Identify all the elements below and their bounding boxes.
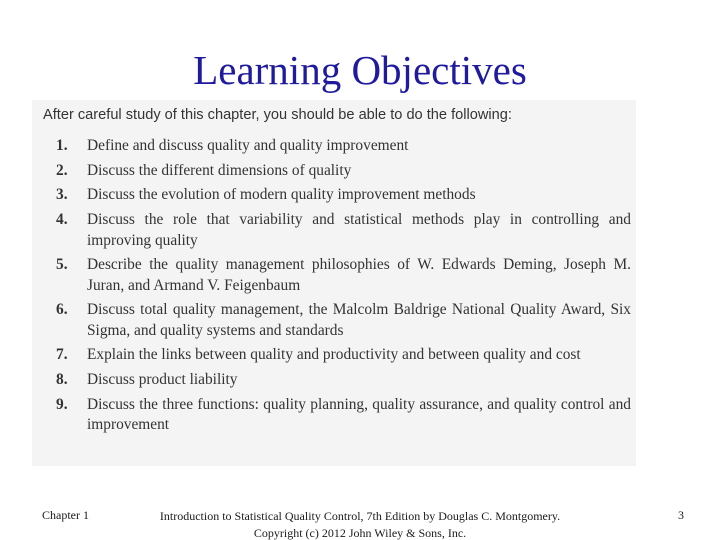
objective-text: Describe the quality management philosophies of W. Edwards Deming, Joseph M. Juran, and Armand V. Feigenbaum	[87, 256, 631, 294]
objective-number: 2.	[56, 161, 68, 179]
objective-text: Discuss the different dimensions of quality	[87, 161, 352, 179]
objective-item	[56, 345, 631, 365]
objective-number: 3.	[56, 186, 68, 204]
objective-item	[56, 300, 631, 341]
objective-number: 8.	[56, 371, 68, 389]
objective-number: 1.	[56, 137, 68, 154]
objective-number: 4.	[56, 211, 68, 229]
objective-number: 6.	[56, 301, 68, 319]
objective-number: 5.	[56, 256, 68, 274]
objective-item	[56, 370, 631, 390]
objective-number: 9.	[56, 395, 68, 413]
footer-chapter: Chapter 1	[42, 508, 89, 522]
objective-text: Discuss the three functions: quality planning, quality assurance, and quality control and improvement	[87, 395, 631, 434]
objective-text: Discuss the role that variability and statistical methods play in controlling and improving quality	[87, 211, 631, 249]
objective-item	[56, 395, 631, 436]
slide-title: Learning Objectives	[193, 47, 527, 93]
footer-copyright-line: Copyright (c) 2012 John Wiley & Sons, Inc.	[253, 526, 467, 540]
objective-item	[56, 185, 631, 205]
footer-book-line: Introduction to Statistical Quality Control, 7th Edition by Douglas C. Montgomery.	[159, 509, 561, 523]
objective-text: Discuss product liability	[87, 371, 238, 389]
page-number: 3	[678, 508, 684, 522]
objective-number: 7.	[56, 346, 68, 364]
objective-text: Discuss the evolution of modern quality improvement methods	[87, 186, 476, 204]
objective-item	[56, 161, 631, 181]
objectives-list	[56, 136, 631, 440]
objective-item	[56, 136, 631, 156]
objective-text: Define and discuss quality and quality improvement	[87, 137, 409, 154]
footer-citation	[140, 508, 580, 540]
objective-text: Discuss total quality management, the Malcolm Baldrige National Quality Award, Six Sigma, and quality systems and standards	[87, 301, 631, 339]
objective-item	[56, 255, 631, 296]
objective-item	[56, 210, 631, 251]
intro-text: After careful study of this chapter, you should be able to do the following:	[43, 107, 512, 123]
objective-text: Explain the links between quality and productivity and between quality and cost	[87, 346, 581, 364]
